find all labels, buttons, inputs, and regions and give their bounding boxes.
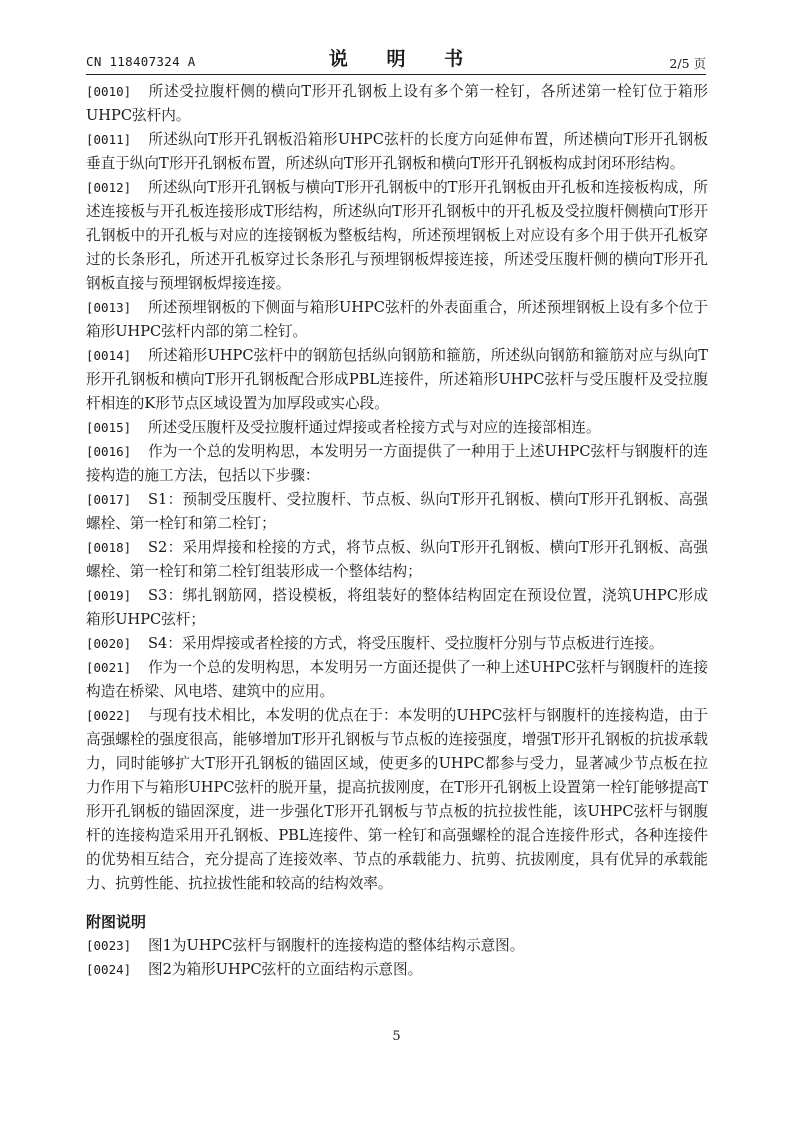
paragraph-number: [0020]: [86, 636, 132, 651]
paragraph-0017: [86, 488, 708, 536]
paragraph-number: [0017]: [86, 492, 132, 507]
paragraph-number: [0023]: [86, 938, 132, 953]
document-body: [86, 80, 708, 982]
paragraph-0016: [86, 440, 708, 488]
paragraph-number: [0022]: [86, 708, 132, 723]
paragraph-0018: [86, 536, 708, 584]
paragraph-0022: [86, 704, 708, 896]
paragraph-text: 所述预埋钢板的下侧面与箱形UHPC弦杆的外表面重合，所述预埋钢板上设有多个位于箱形UHPC弦杆内部的第二栓钉。: [86, 299, 708, 340]
paragraph-text: 图2为箱形UHPC弦杆的立面结构示意图。: [148, 961, 423, 978]
publication-number: CN 118407324 A: [86, 54, 196, 69]
paragraph-text: 所述纵向T形开孔钢板与横向T形开孔钢板中的T形开孔钢板由开孔板和连接板构成，所述连接板与开孔板连接形成T形结构，所述纵向T形开孔钢板中的开孔板及受拉腹杆侧横向T形开孔钢板中的开孔板与对应的连接钢板为整板结构，所述预埋钢板上对应设有多个用于供开孔板穿过的长条形孔，所述开孔板穿过长条形孔与预埋钢板焊接连接，所述受压腹杆侧的横向T形开孔钢板直接与预埋钢板焊接连接。: [86, 179, 708, 292]
paragraph-number: [0021]: [86, 660, 132, 675]
paragraph-text: 所述箱形UHPC弦杆中的钢筋包括纵向钢筋和箍筋，所述纵向钢筋和箍筋对应与纵向T形开孔钢板和横向T形开孔钢板配合形成PBL连接件，所述箱形UHPC弦杆与受压腹杆及受拉腹杆相连的K形节点区域设置为加厚段或实心段。: [86, 347, 708, 412]
document-title: 说 明 书: [328, 48, 480, 70]
header-divider: [86, 74, 706, 75]
paragraph-text: S1：预制受压腹杆、受拉腹杆、节点板、纵向T形开孔钢板、横向T形开孔钢板、高强螺栓、第一栓钉和第二栓钉；: [86, 491, 708, 532]
paragraph-number: [0018]: [86, 540, 132, 555]
paragraph-0019: [86, 584, 708, 632]
paragraph-0013: [86, 296, 708, 344]
paragraph-0011: [86, 128, 708, 176]
paragraph-0015: [86, 416, 708, 440]
paragraph-number: [0014]: [86, 348, 132, 363]
page-info: 2/5 页: [669, 56, 706, 71]
paragraph-number: [0016]: [86, 444, 132, 459]
paragraph-number: [0010]: [86, 84, 132, 99]
paragraph-0023: [86, 934, 708, 958]
paragraph-text: S2：采用焊接和栓接的方式，将节点板、纵向T形开孔钢板、横向T形开孔钢板、高强螺栓、第一栓钉和第二栓钉组装形成一个整体结构；: [86, 539, 708, 580]
paragraph-0024: [86, 958, 708, 982]
paragraph-number: [0012]: [86, 180, 132, 195]
paragraph-0010: [86, 80, 708, 128]
paragraph-text: 与现有技术相比，本发明的优点在于：本发明的UHPC弦杆与钢腹杆的连接构造，由于高强螺栓的强度很高，能够增加T形开孔钢板与节点板的连接强度，增强T形开孔钢板的抗拔承载力，同时能够扩大T形开孔钢板的锚固区域，使更多的UHPC都参与受力，显著减少节点板在拉力作用下与箱形UHPC弦杆的脱开量，提高抗拔刚度，在T形开孔钢板上设置第一栓钉能够提高T形开孔钢板的锚固深度，进一步强化T形开孔钢板与节点板的抗拉拔性能，该UHPC弦杆与钢腹杆的连接构造采用开孔钢板、PBL连接件、第一栓钉和高强螺栓的混合连接件形式，各种连接件的优势相互结合，充分提高了连接效率、节点的承载能力、抗剪、抗拔刚度，具有优异的承载能力、抗剪性能、抗拉拔性能和较高的结构效率。: [86, 707, 708, 892]
paragraph-text: 所述纵向T形开孔钢板沿箱形UHPC弦杆的长度方向延伸布置，所述横向T形开孔钢板垂直于纵向T形开孔钢板布置，所述纵向T形开孔钢板和横向T形开孔钢板构成封闭环形结构。: [86, 131, 708, 172]
page-header: [86, 44, 706, 74]
paragraph-0021: [86, 656, 708, 704]
paragraph-text: S3：绑扎钢筋网，搭设模板，将组装好的整体结构固定在预设位置，浇筑UHPC形成箱形UHPC弦杆；: [86, 587, 708, 628]
paragraph-text: 作为一个总的发明构思，本发明另一方面提供了一种用于上述UHPC弦杆与钢腹杆的连接构造的施工方法，包括以下步骤：: [86, 443, 708, 484]
paragraph-0012: [86, 176, 708, 296]
paragraph-number: [0013]: [86, 300, 132, 315]
page-number: 5: [392, 1029, 401, 1044]
paragraph-text: 所述受拉腹杆侧的横向T形开孔钢板上设有多个第一栓钉，各所述第一栓钉位于箱形UHPC弦杆内。: [86, 83, 708, 124]
paragraph-text: S4：采用焊接或者栓接的方式，将受压腹杆、受拉腹杆分别与节点板进行连接。: [148, 635, 664, 652]
paragraph-number: [0024]: [86, 962, 132, 977]
paragraph-number: [0011]: [86, 132, 132, 147]
paragraph-text: 所述受压腹杆及受拉腹杆通过焊接或者栓接方式与对应的连接部相连。: [148, 419, 601, 436]
paragraph-text: 图1为UHPC弦杆与钢腹杆的连接构造的整体结构示意图。: [148, 937, 525, 954]
paragraph-0020: [86, 632, 708, 656]
section-heading-figures: 附图说明: [86, 913, 147, 931]
paragraph-text: 作为一个总的发明构思，本发明另一方面还提供了一种上述UHPC弦杆与钢腹杆的连接构造在桥梁、风电塔、建筑中的应用。: [86, 659, 708, 700]
paragraph-0014: [86, 344, 708, 416]
paragraph-number: [0015]: [86, 420, 132, 435]
paragraph-number: [0019]: [86, 588, 132, 603]
